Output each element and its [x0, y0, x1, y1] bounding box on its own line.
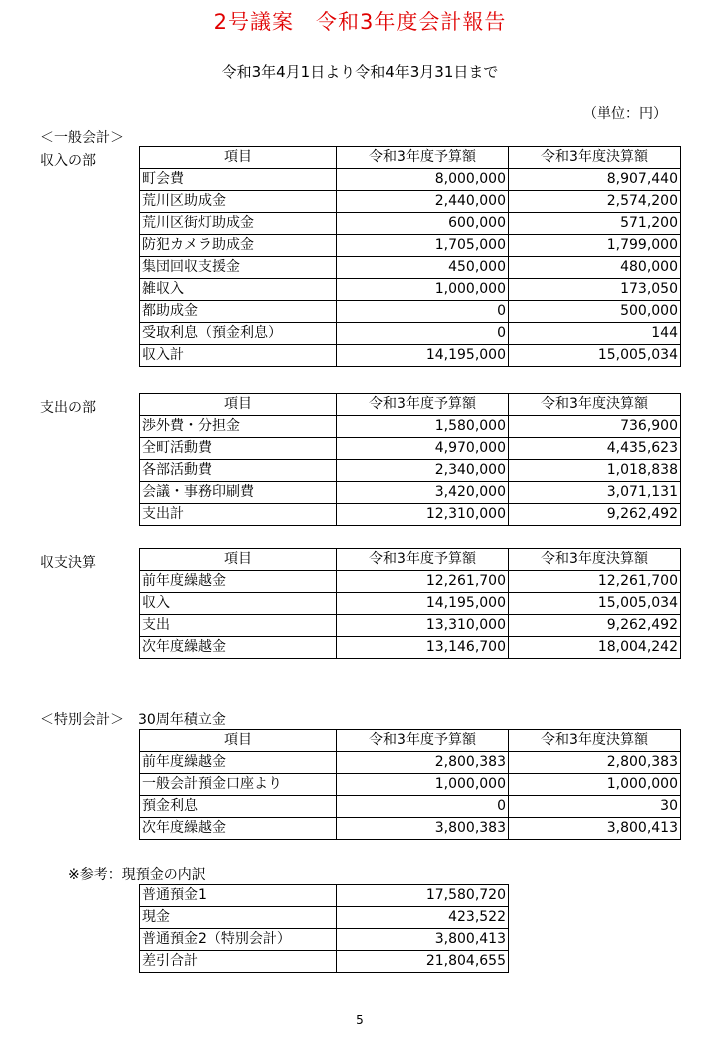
row-budget: 600,000	[337, 213, 509, 235]
unit-note: （単位：円）	[583, 106, 667, 122]
row-budget: 3,420,000	[337, 482, 509, 504]
table-row	[140, 504, 681, 526]
table-row	[140, 818, 681, 840]
row-actual: 12,261,700	[509, 571, 681, 593]
row-budget: 2,440,000	[337, 191, 509, 213]
row-item: 荒川区助成金	[140, 191, 337, 213]
table-row	[140, 213, 681, 235]
row-item: 預金利息	[140, 796, 337, 818]
row-budget: 12,310,000	[337, 504, 509, 526]
table-row	[140, 191, 681, 213]
table-row	[140, 345, 681, 367]
table-row	[140, 929, 509, 951]
table-row	[140, 796, 681, 818]
row-budget: 2,800,383	[337, 752, 509, 774]
table-row	[140, 301, 681, 323]
column-header-item: 項目	[140, 394, 337, 416]
table-row	[140, 257, 681, 279]
row-item: 渉外費・分担金	[140, 416, 337, 438]
row-budget: 1,000,000	[337, 279, 509, 301]
row-budget: 13,310,000	[337, 615, 509, 637]
row-actual: 4,435,623	[509, 438, 681, 460]
row-item: 会議・事務印刷費	[140, 482, 337, 504]
table-row	[140, 907, 509, 929]
table-row	[140, 885, 509, 907]
reference-heading: ※参考：現預金の内訳	[68, 867, 206, 883]
special-account-heading: ＜特別会計＞ 30周年積立金	[40, 712, 226, 728]
row-actual: 1,799,000	[509, 235, 681, 257]
table-row	[140, 169, 681, 191]
row-budget: 14,195,000	[337, 593, 509, 615]
table-row	[140, 752, 681, 774]
row-actual: 9,262,492	[509, 504, 681, 526]
row-item: 支出計	[140, 504, 337, 526]
table-row	[140, 615, 681, 637]
income-section-label: 収入の部	[40, 153, 96, 169]
general-account-heading: ＜一般会計＞	[40, 130, 124, 146]
row-budget: 13,146,700	[337, 637, 509, 659]
row-budget: 2,340,000	[337, 460, 509, 482]
table-row	[140, 774, 681, 796]
column-header-actual: 令和3年度決算額	[509, 730, 681, 752]
row-item: 収入計	[140, 345, 337, 367]
row-item: 前年度繰越金	[140, 752, 337, 774]
fiscal-period: 令和3年4月1日より令和4年3月31日まで	[221, 63, 499, 81]
row-item: 集団回収支援金	[140, 257, 337, 279]
column-header-actual: 令和3年度決算額	[509, 394, 681, 416]
column-header-budget: 令和3年度予算額	[337, 549, 509, 571]
balance-table	[139, 548, 681, 659]
column-header-actual: 令和3年度決算額	[509, 549, 681, 571]
row-actual: 480,000	[509, 257, 681, 279]
row-budget: 1,580,000	[337, 416, 509, 438]
table-row	[140, 637, 681, 659]
page-title: 2号議案 令和3年度会計報告	[213, 10, 507, 34]
table-row	[140, 571, 681, 593]
cash-breakdown-table	[139, 884, 509, 973]
row-item: 都助成金	[140, 301, 337, 323]
row-actual: 9,262,492	[509, 615, 681, 637]
row-item: 次年度繰越金	[140, 637, 337, 659]
row-actual: 2,800,383	[509, 752, 681, 774]
page-number: 5	[356, 1013, 364, 1027]
row-item: 支出	[140, 615, 337, 637]
row-actual: 18,004,242	[509, 637, 681, 659]
table-row	[140, 951, 509, 973]
row-actual: 1,018,838	[509, 460, 681, 482]
row-amount: 423,522	[337, 907, 509, 929]
table-header-row	[140, 549, 681, 571]
row-item: 受取利息（預金利息）	[140, 323, 337, 345]
column-header-item: 項目	[140, 730, 337, 752]
table-row	[140, 438, 681, 460]
row-actual: 30	[509, 796, 681, 818]
table-row	[140, 279, 681, 301]
row-actual: 173,050	[509, 279, 681, 301]
row-item: 荒川区街灯助成金	[140, 213, 337, 235]
balance-section-label: 収支決算	[40, 555, 96, 571]
expense-table	[139, 393, 681, 526]
row-amount: 3,800,413	[337, 929, 509, 951]
row-amount: 17,580,720	[337, 885, 509, 907]
table-row	[140, 323, 681, 345]
row-item: 普通預金2（特別会計）	[140, 929, 337, 951]
row-actual: 736,900	[509, 416, 681, 438]
column-header-actual: 令和3年度決算額	[509, 147, 681, 169]
row-item: 全町活動費	[140, 438, 337, 460]
row-actual: 571,200	[509, 213, 681, 235]
table-header-row	[140, 394, 681, 416]
row-budget: 1,705,000	[337, 235, 509, 257]
row-budget: 0	[337, 301, 509, 323]
column-header-item: 項目	[140, 147, 337, 169]
row-item: 普通預金1	[140, 885, 337, 907]
table-row	[140, 416, 681, 438]
row-budget: 3,800,383	[337, 818, 509, 840]
row-item: 差引合計	[140, 951, 337, 973]
table-row	[140, 593, 681, 615]
row-item: 現金	[140, 907, 337, 929]
row-item: 前年度繰越金	[140, 571, 337, 593]
row-actual: 15,005,034	[509, 345, 681, 367]
row-actual: 2,574,200	[509, 191, 681, 213]
row-budget: 0	[337, 796, 509, 818]
income-table	[139, 146, 681, 367]
row-budget: 14,195,000	[337, 345, 509, 367]
column-header-budget: 令和3年度予算額	[337, 394, 509, 416]
table-row	[140, 482, 681, 504]
table-row	[140, 235, 681, 257]
row-item: 一般会計預金口座より	[140, 774, 337, 796]
column-header-budget: 令和3年度予算額	[337, 730, 509, 752]
row-item: 防犯カメラ助成金	[140, 235, 337, 257]
column-header-budget: 令和3年度予算額	[337, 147, 509, 169]
expense-section-label: 支出の部	[40, 400, 96, 416]
row-actual: 3,800,413	[509, 818, 681, 840]
row-actual: 15,005,034	[509, 593, 681, 615]
table-header-row	[140, 730, 681, 752]
row-item: 雑収入	[140, 279, 337, 301]
row-actual: 500,000	[509, 301, 681, 323]
row-actual: 3,071,131	[509, 482, 681, 504]
table-row	[140, 460, 681, 482]
row-actual: 1,000,000	[509, 774, 681, 796]
row-budget: 12,261,700	[337, 571, 509, 593]
table-header-row	[140, 147, 681, 169]
row-budget: 1,000,000	[337, 774, 509, 796]
row-item: 収入	[140, 593, 337, 615]
column-header-item: 項目	[140, 549, 337, 571]
row-budget: 450,000	[337, 257, 509, 279]
row-amount: 21,804,655	[337, 951, 509, 973]
row-item: 次年度繰越金	[140, 818, 337, 840]
row-budget: 8,000,000	[337, 169, 509, 191]
row-item: 各部活動費	[140, 460, 337, 482]
row-actual: 8,907,440	[509, 169, 681, 191]
row-budget: 0	[337, 323, 509, 345]
special-account-table	[139, 729, 681, 840]
row-item: 町会費	[140, 169, 337, 191]
row-actual: 144	[509, 323, 681, 345]
row-budget: 4,970,000	[337, 438, 509, 460]
